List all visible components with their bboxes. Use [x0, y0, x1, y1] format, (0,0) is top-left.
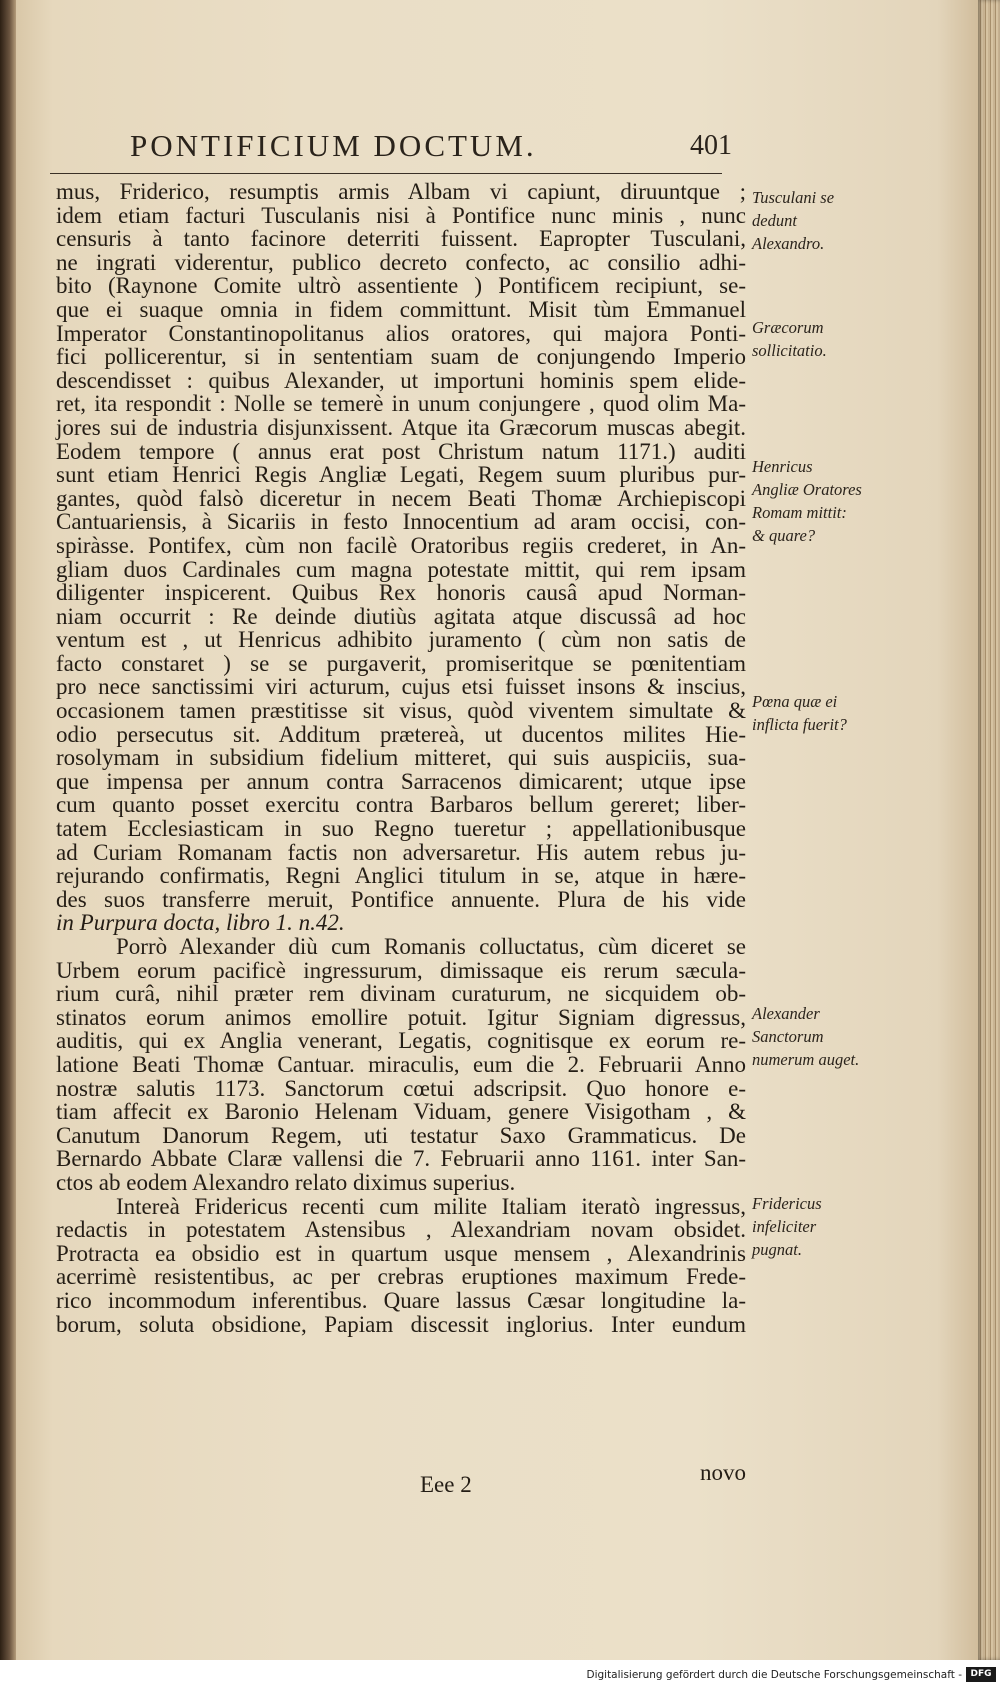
text-line: des suos transferre meruit, Pontifice annuente. Plura de his vide [56, 886, 746, 912]
text-line: Eodem tempore ( annus erat post Christum natum 1171.) auditi [56, 438, 746, 464]
marginal-note-henricus: Henricus Angliæ Oratores Romam mittit: & quare? [752, 457, 862, 545]
text-line: Protracta ea obsidio est in quartum usque mensem , Alexandrinis [56, 1240, 746, 1266]
text-line: tatem Ecclesiasticam in suo Regno tueretur ; appellationibusque [56, 816, 746, 842]
text-line: in Purpura docta, libro 1. n.42. [56, 910, 345, 936]
page-gutter [0, 0, 16, 1660]
text-line: mus, Friderico, resumptis armis Albam vi capiunt, diruuntque ; [56, 179, 746, 204]
text-line: gantes, quòd falsò diceretur in necem Beati Thomæ Archiepiscopi [56, 485, 746, 511]
text-line: auditis, qui ex Anglia venerant, Legatis, cognitisque ex eorum re- [56, 1028, 746, 1054]
marginal-note-poena: Pœna quæ ei inflicta fuerit? [752, 692, 847, 734]
text-line: jores sui de industria disjunxissent. Atque ita Græcorum muscas abegit. [56, 414, 746, 440]
text-line: Bernardo Abbate Claræ vallensi die 7. Februarii anno 1161. inter San- [56, 1146, 746, 1172]
text-line: stinatos eorum animos emollire potuit. Igitur Signiam digressus, [56, 1004, 746, 1030]
text-line: sunt etiam Henrici Regis Angliæ Legati, Regem suum pluribus pur- [56, 462, 746, 488]
catchword: novo [700, 1460, 746, 1485]
text-line: Cantuariensis, à Sicariis in festo Innocentium ad aram occisi, con- [56, 509, 746, 535]
text-line: pro nece sanctissimi viri acturum, cujus etsi fuisset insons & inscius, [56, 674, 746, 700]
text-line: facto constaret ) se se purgaverit, promiseritque se pœnitentiam [56, 650, 746, 676]
text-line: spiràsse. Pontifex, cùm non facilè Oratoribus regiis crederet, in An- [56, 532, 746, 558]
running-header [130, 128, 730, 172]
text-line: rium curâ, nihil præter rem divinam curaturum, ne sicquidem ob- [56, 981, 746, 1007]
page-number: 401 [690, 130, 732, 161]
text-line: gliam duos Cardinales cum magna potestate mittit, qui rem ipsam [56, 556, 746, 582]
text-line: ret, ita respondit : Nolle se temerè in unum conjungere , quod olim Ma- [56, 391, 746, 417]
text-line: Canutum Danorum Regem, uti testatur Saxo Grammaticus. De [56, 1122, 746, 1148]
body-text [56, 180, 746, 1336]
text-line: redactis in potestatem Astensibus , Alexandriam novam obsidet. [56, 1217, 746, 1243]
text-line: nostræ salutis 1173. Sanctorum cœtui adscripsit. Quo honore e- [56, 1075, 746, 1101]
text-line: Intereà Fridericus recenti cum milite Italiam iteratò ingressus, [116, 1193, 746, 1219]
text-line: ventum est , ut Henricus adhibito juramento ( cùm non satis de [56, 627, 746, 653]
footer-credit: Digitalisierung gefördert durch die Deutsche Forschungsgemeinschaft - [586, 1669, 962, 1681]
signature-mark: Eee 2 [420, 1472, 472, 1497]
text-line: ctos ab eodem Alexandro relato diximus superius. [56, 1169, 516, 1195]
text-line: rejurando confirmatis, Regni Anglici titulum in se, atque in hære- [56, 863, 746, 889]
text-line: descendisset : quibus Alexander, ut importuni hominis spem elide- [56, 367, 746, 393]
text-line: idem etiam facturi Tusculanis nisi à Pontifice nunc minis , nunc [56, 202, 746, 228]
text-line: bito (Raynone Comite ultrò assentiente ) Pontificem recipiunt, se- [56, 273, 746, 299]
marginal-note-tusculani: Tusculani se dedunt Alexandro. [752, 188, 835, 253]
running-title: PONTIFICIUM DOCTUM. [130, 128, 537, 163]
text-line: odio persecutus sit. Additum prætereà, ut ducentos milites Hie- [56, 721, 746, 747]
text-line: que impensa per annum contra Sarracenos dimicarent; utque ipse [56, 768, 746, 794]
text-line: ad Curiam Romanam factis non adversaretur. His autem rebus ju- [56, 839, 746, 865]
text-line: censuris à tanto facinore deterriti fuissent. Eapropter Tusculani, [56, 226, 746, 252]
text-line: rico incommodum inferentibus. Quare lassus Cæsar longitudine la- [56, 1287, 746, 1313]
page-fore-edge [978, 0, 1000, 1660]
text-line: rosolymam in subsidium fidelium mitteret, qui suis auspiciis, sua- [56, 745, 746, 771]
text-line: que ei suaque omnia in fidem committunt. Misit tùm Emmanuel [56, 296, 746, 322]
text-line: diligenter inspicerent. Quibus Rex honoris causâ apud Norman- [56, 580, 746, 606]
text-line: cum quanto posset exercitu contra Barbaros bellum gereret; liber- [56, 792, 746, 818]
dfg-logo: DFG [966, 1667, 996, 1682]
marginal-note-graecorum: Græcorum sollicitatio. [752, 318, 827, 360]
text-line: Imperator Constantinopolitanus alios oratores, qui majora Ponti- [56, 320, 746, 346]
text-line: fici pollicerentur, si in sententiam suam de conjungendo Imperio [56, 344, 746, 370]
text-line: ne ingrati viderentur, publico decreto confecto, ac consilio adhi- [56, 249, 746, 275]
marginal-note-fridericus: Fridericus infeliciter pugnat. [752, 1194, 822, 1259]
text-line: acerrimè resistentibus, ac per crebras eruptiones maximum Frede- [56, 1264, 746, 1290]
text-line: Urbem eorum pacificè ingressurum, dimissaque eis rerum sæcula- [56, 957, 746, 983]
text-line: occasionem tamen præstitisse sit visus, quòd viventem simultate & [56, 698, 746, 724]
text-line: latione Beati Thomæ Cantuar. miraculis, eum die 2. Februarii Anno [56, 1051, 746, 1077]
text-line: tiam affecit ex Baronio Helenam Viduam, genere Visigotham , & [56, 1099, 746, 1125]
text-line: niam occurrit : Re deinde diutiùs agitata atque discussâ ad hoc [56, 603, 746, 629]
text-line: borum, soluta obsidione, Papiam discessit inglorius. Inter eundum [56, 1311, 746, 1337]
header-rule [50, 173, 722, 174]
text-line: Porrò Alexander diù cum Romanis colluctatus, cùm diceret se [116, 934, 746, 959]
marginal-note-alexander: Alexander Sanctorum numerum auget. [752, 1004, 860, 1069]
